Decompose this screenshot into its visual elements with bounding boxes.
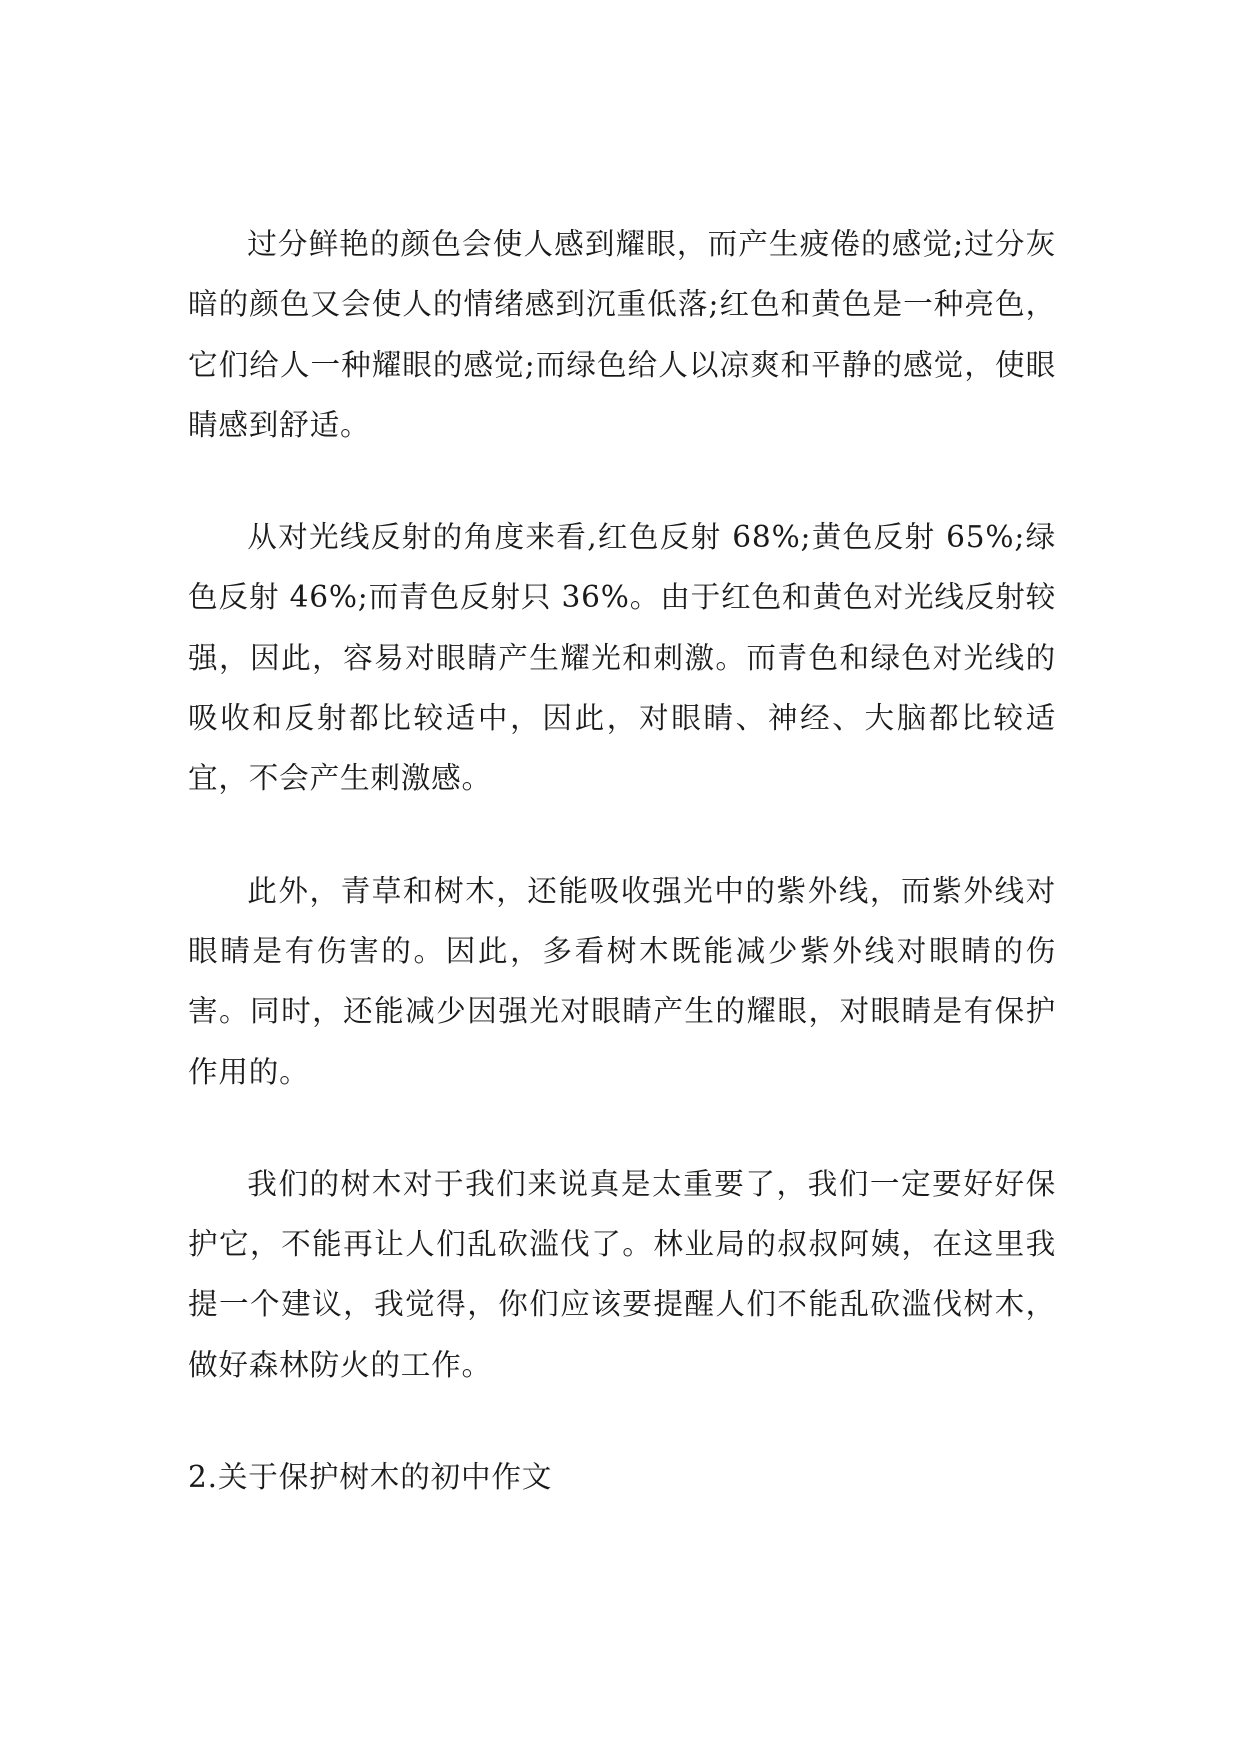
section-heading: 2.关于保护树木的初中作文	[188, 1460, 553, 1495]
paragraph-protect-trees: 我们的树木对于我们来说真是太重要了，我们一定要好好保护它，不能再让人们乱砍滥伐了。林业局的叔叔阿姨，在这里我提一个建议，我觉得，你们应该要提醒人们不能乱砍滥伐树木，做好森林防火的工作。	[188, 1166, 1056, 1382]
paragraph-light-reflection: 从对光线反射的角度来看,红色反射 68%;黄色反射 65%;绿色反射 46%;而青色反射只 36%。由于红色和黄色对光线反射较强，因此，容易对眼睛产生耀光和刺激。而青色和绿色对光线的吸收和反射都比较适中，因此，对眼睛、神经、大脑都比较适宜，不会产生刺激感。	[188, 520, 1056, 796]
paragraph-color-effects: 过分鲜艳的颜色会使人感到耀眼，而产生疲倦的感觉;过分灰暗的颜色又会使人的情绪感到沉重低落;红色和黄色是一种亮色，它们给人一种耀眼的感觉;而绿色给人以凉爽和平静的感觉，使眼睛感到舒适。	[188, 227, 1056, 442]
paragraph-ultraviolet: 此外，青草和树木，还能吸收强光中的紫外线，而紫外线对眼睛是有伤害的。因此，多看树木既能减少紫外线对眼睛的伤害。同时，还能减少因强光对眼睛产生的耀眼，对眼睛是有保护作用的。	[188, 873, 1056, 1089]
document-body	[188, 214, 1056, 1507]
